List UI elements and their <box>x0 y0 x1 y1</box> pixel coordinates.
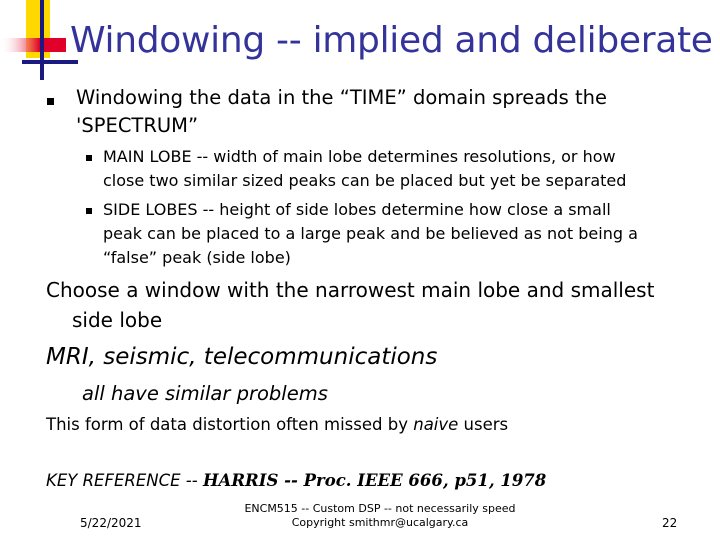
sub1-line2: close two similar sized peaks can be placed but yet be separated <box>103 171 627 190</box>
sub2-line2: peak can be placed to a large peak and be believed as not being a <box>103 224 638 243</box>
footer-course <box>220 502 540 530</box>
sub2-line3: “false” peak (side lobe) <box>103 248 291 267</box>
mri-line: MRI, seismic, telecommunications <box>46 344 438 370</box>
distortion-text: This form of data distortion often missed by <box>46 415 414 434</box>
distortion-text-end: users <box>458 415 509 434</box>
reference-prefix: KEY REFERENCE -- <box>46 471 203 490</box>
bullet1-line2: 'SPECTRUM” <box>76 114 199 137</box>
choose-line1: Choose a window with the narrowest main lobe and smallest <box>46 278 655 302</box>
bullet-square <box>47 98 54 105</box>
footer-date: 5/22/2021 <box>80 516 142 530</box>
sub-bullet-square <box>86 208 92 214</box>
distortion-line <box>46 414 508 436</box>
choose-line2: side lobe <box>72 308 163 332</box>
bullet1-line1: Windowing the data in the “TIME” domain spreads the <box>76 86 607 109</box>
corner-decoration <box>0 0 80 90</box>
page-number: 22 <box>662 516 678 530</box>
blue-vertical-line <box>40 0 44 80</box>
footer-course-line1: ENCM515 -- Custom DSP -- not necessarily speed <box>244 502 516 515</box>
sub2-line1: SIDE LOBES -- height of side lobes determine how close a small <box>103 200 611 219</box>
sub1-line1: MAIN LOBE -- width of main lobe determines resolutions, or how <box>103 147 616 166</box>
slide-title: Windowing -- implied and deliberate <box>70 20 713 61</box>
red-bar <box>0 38 66 52</box>
key-reference <box>46 470 546 492</box>
similar-problems-line: all have similar problems <box>82 382 328 405</box>
naive-word: naive <box>413 415 459 434</box>
sub-bullet-square <box>86 155 92 161</box>
footer-copyright-line: Copyright smithmr@ucalgary.ca <box>291 516 469 529</box>
reference-citation: HARRIS -- Proc. IEEE 666, p51, 1978 <box>202 471 547 490</box>
